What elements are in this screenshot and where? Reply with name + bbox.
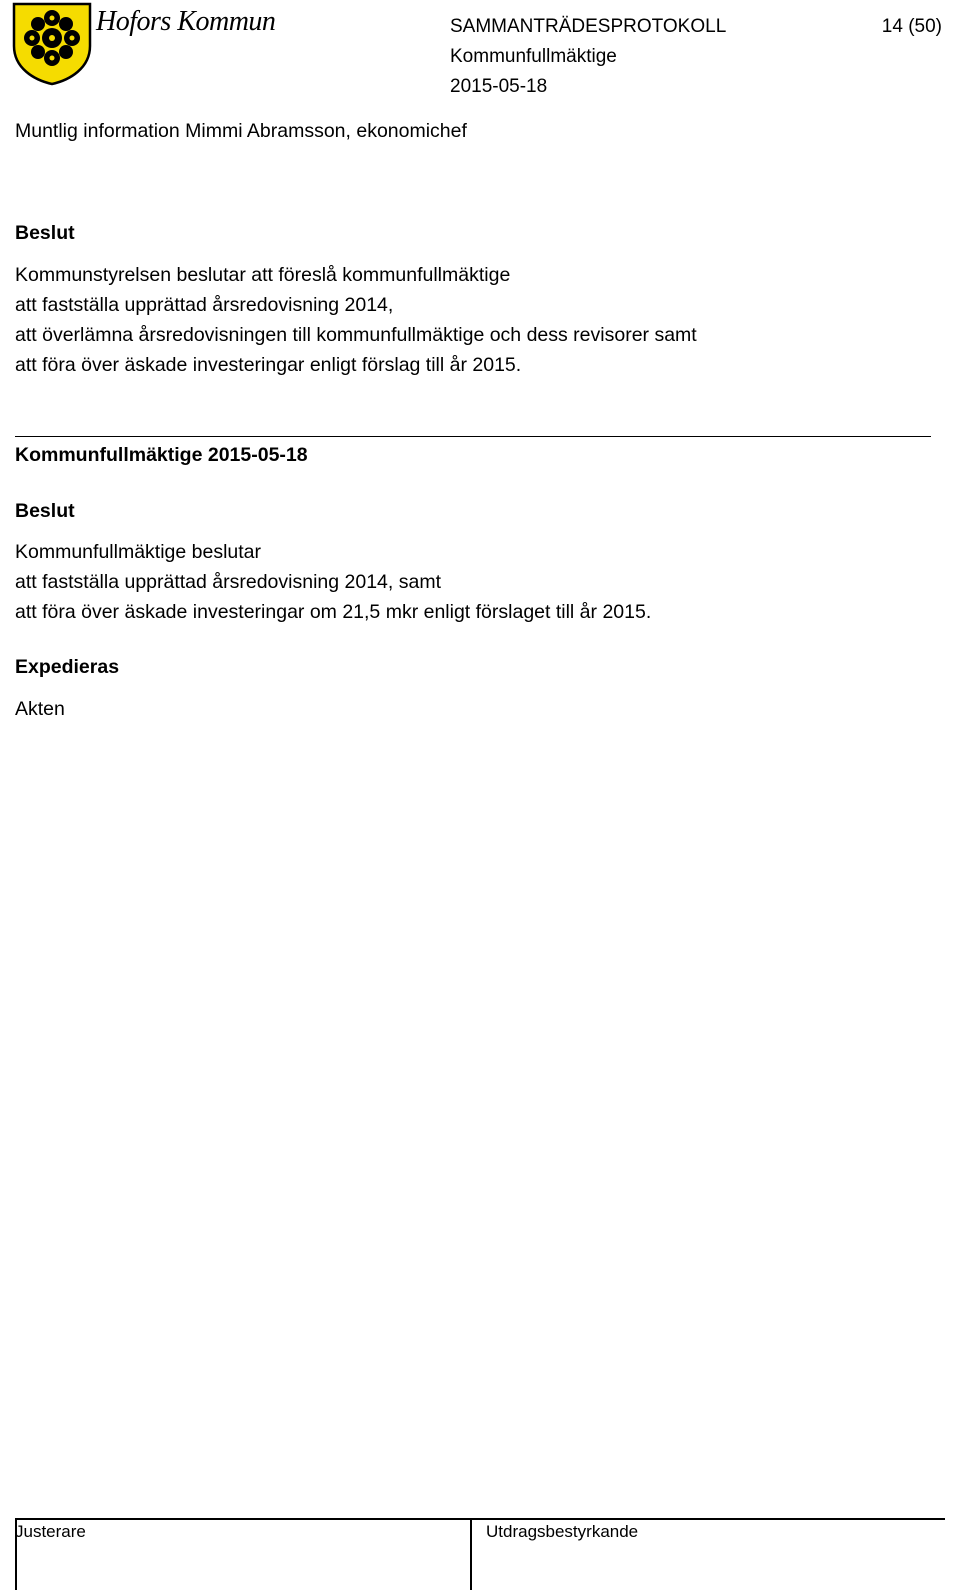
- meeting-body: Kommunfullmäktige: [450, 46, 617, 67]
- section1-heading: Beslut: [15, 222, 75, 244]
- footer-rule: [15, 1518, 945, 1520]
- section1-line: att föra över äskade investeringar enligt förslag till år 2015.: [15, 354, 522, 376]
- section1-line: att fastställa upprättad årsredovisning 2014,: [15, 294, 394, 316]
- expedieras-value: Akten: [15, 698, 65, 720]
- section2-line: att föra över äskade investeringar om 21,5 mkr enligt förslaget till år 2015.: [15, 601, 652, 623]
- footer-utdragsbestyrkande: Utdragsbestyrkande: [486, 1522, 639, 1541]
- section2-title: Kommunfullmäktige 2015-05-18: [15, 444, 308, 466]
- document-type: SAMMANTRÄDESPROTOKOLL: [450, 16, 727, 37]
- section2-line: Kommunfullmäktige beslutar: [15, 541, 262, 563]
- section2-heading: Beslut: [15, 500, 75, 522]
- expedieras-heading: Expedieras: [15, 656, 120, 678]
- municipal-crest-icon: [12, 2, 92, 86]
- section2-line: att fastställa upprättad årsredovisning 2014, samt: [15, 571, 441, 593]
- meeting-date: 2015-05-18: [450, 76, 548, 97]
- footer-divider: [470, 1518, 472, 1590]
- info-line: Muntlig information Mimmi Abramsson, ekonomichef: [15, 120, 467, 142]
- footer-justerare: Justerare: [15, 1522, 86, 1541]
- section-divider: [15, 436, 931, 437]
- page-number: 14 (50): [881, 16, 942, 37]
- section1-line: Kommunstyrelsen beslutar att föreslå kommunfullmäktige: [15, 264, 511, 286]
- section1-line: att överlämna årsredovisningen till kommunfullmäktige och dess revisorer samt: [15, 324, 697, 346]
- municipality-logo-text: Hofors Kommun: [96, 6, 276, 37]
